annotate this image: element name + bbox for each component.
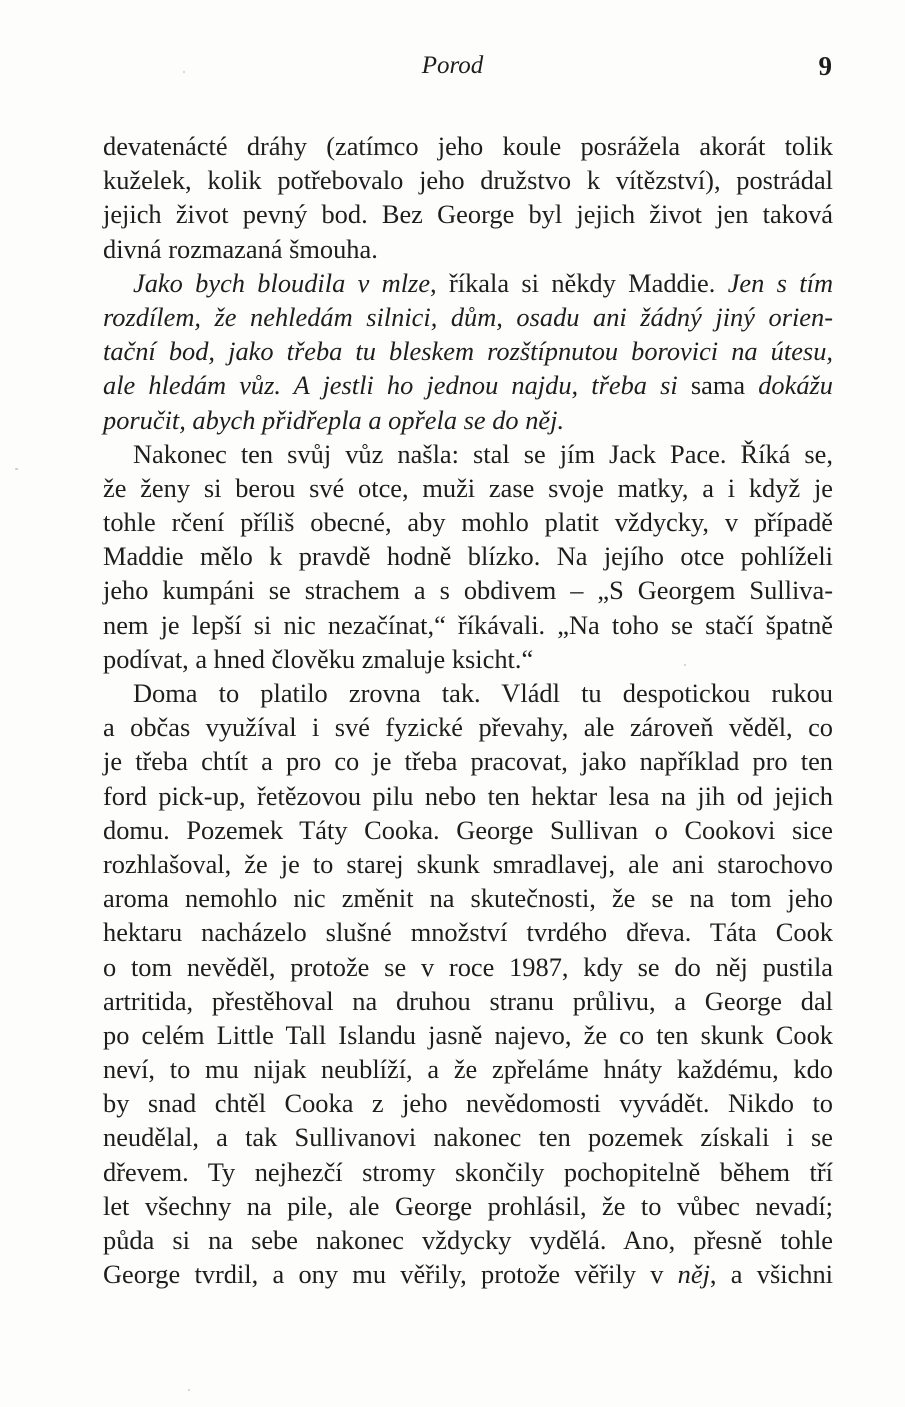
italic-text: tační bod, jako třeba tu bleskem rozštípnutou borovici na útesu,	[103, 336, 833, 367]
italic-text: Jen s tím	[727, 267, 834, 298]
italic-text: Jako bych bloudila v mlze,	[133, 267, 437, 298]
text-segment: a občas využíval i své fyzické převahy, ale zároveň věděl, co	[103, 712, 833, 743]
italic-text: rozdílem, že nehledám silnici, dům, osadu ani žádný jiný orien-	[103, 301, 833, 332]
text-segment: jejich život pevný bod. Bez George byl jejich život jen taková	[103, 199, 833, 230]
text-line	[103, 744, 833, 778]
text-segment: Maddie mělo k pravdě hodně blízko. Na jejího otce pohlíželi	[103, 541, 833, 572]
paragraph	[103, 129, 833, 266]
text-line	[103, 1223, 833, 1257]
text-segment: hektaru nacházelo slušné množství tvrdého dřeva. Táta Cook	[103, 917, 833, 948]
text-line	[103, 984, 833, 1018]
text-line	[103, 129, 833, 163]
text-segment: artritida, přestěhoval na druhou stranu průlivu, a George dal	[103, 985, 833, 1016]
text-line	[103, 232, 833, 266]
italic-text: poručit, abych přidřepla a opřela se do něj.	[103, 404, 565, 435]
text-segment: , a všichni	[709, 1259, 833, 1290]
text-segment: divná rozmazaná šmouha.	[103, 233, 378, 264]
paragraph	[103, 266, 833, 437]
text-segment: po celém Little Tall Islandu jasně najevo, že co ten skunk Cook	[103, 1019, 833, 1050]
text-segment: že ženy si berou své otce, muži zase svoje matky, a i když je	[103, 472, 833, 503]
text-line	[103, 505, 833, 539]
text-line	[103, 437, 833, 471]
text-line	[103, 573, 833, 607]
text-line	[103, 710, 833, 744]
text-line	[103, 813, 833, 847]
text-segment: dřevem. Ty nejhezčí stromy skončily pochopitelně během tří	[103, 1156, 833, 1187]
text-segment: je třeba chtít a pro co je třeba pracovat, jako například pro ten	[103, 746, 833, 777]
italic-text: dokážu	[758, 370, 833, 401]
text-line	[103, 1189, 833, 1223]
running-title: Porod	[421, 52, 484, 79]
text-line	[103, 471, 833, 505]
scan-speck	[188, 1389, 190, 1391]
text-line	[103, 676, 833, 710]
text-line	[103, 403, 833, 437]
text-line	[103, 608, 833, 642]
text-line	[103, 779, 833, 813]
text-line	[103, 539, 833, 573]
text-segment: Nakonec ten svůj vůz našla: stal se jím Jack Pace. Říká se,	[133, 438, 833, 469]
page-number: 9	[818, 51, 832, 81]
text-segment: tohle rčení příliš obecné, aby mohlo platit vždycky, v případě	[103, 507, 833, 538]
paragraph	[103, 437, 833, 676]
text-line	[103, 950, 833, 984]
text-line	[103, 1086, 833, 1120]
text-segment: sama	[677, 370, 759, 401]
text-segment: Doma to platilo zrovna tak. Vládl tu despotickou rukou	[133, 678, 833, 708]
text-segment: let všechny na pile, ale George prohlásil, že to vůbec nevadí;	[103, 1190, 833, 1221]
text-line	[103, 1257, 833, 1291]
text-line	[103, 881, 833, 915]
text-line	[103, 300, 833, 334]
text-line	[103, 1155, 833, 1189]
text-segment: aroma nemohlo nic změnit na skutečnosti, že se na tom jeho	[103, 883, 833, 914]
text-segment: devatenácté dráhy (zatímco jeho koule posrážela akorát tolik	[103, 131, 833, 161]
text-line	[103, 163, 833, 197]
text-segment: nem je lepší si nic nezačínat,“ říkávali. „Na toho se stačí špatně	[103, 609, 833, 640]
text-line	[103, 334, 833, 368]
text-segment: by snad chtěl Cooka z jeho nevědomosti vyvádět. Nikdo to	[103, 1088, 833, 1119]
paragraph	[103, 676, 833, 1291]
text-line	[103, 1052, 833, 1086]
text-segment: kuželek, kolik potřebovalo jeho družstvo k vítězství), postrádal	[103, 165, 833, 196]
text-line	[103, 1018, 833, 1052]
scan-speck	[15, 468, 18, 470]
text-line	[103, 1120, 833, 1154]
text-segment: o tom nevěděl, protože se v roce 1987, kdy se do něj pustila	[103, 951, 833, 982]
italic-text: něj	[677, 1259, 710, 1290]
text-line	[103, 197, 833, 231]
text-segment: rozhlašoval, že je to starej skunk smradlavej, ale ani starochovo	[103, 848, 833, 879]
text-segment: říkala si někdy Maddie.	[436, 267, 728, 298]
body-text	[103, 129, 833, 1291]
text-segment: George tvrdil, a ony mu věřily, protože věřily v	[103, 1259, 678, 1290]
text-line	[103, 266, 833, 300]
text-segment: podívat, a hned člověku zmaluje ksicht.“	[103, 643, 534, 674]
text-line	[103, 368, 833, 402]
text-segment: domu. Pozemek Táty Cooka. George Sullivan o Cookovi sice	[103, 814, 833, 845]
text-line	[103, 915, 833, 949]
text-segment: jeho kumpáni se strachem a s obdivem – „S Georgem Sulliva-	[103, 575, 833, 606]
text-segment: neví, to mu nijak neublíží, a že zpřeláme hnáty každému, kdo	[103, 1054, 833, 1085]
text-line	[103, 847, 833, 881]
text-segment: ford pick-up, řetězovou pilu nebo ten hektar lesa na jih od jejich	[103, 780, 833, 811]
italic-text: ale hledám vůz. A jestli ho jednou najdu, třeba si	[103, 370, 678, 401]
text-line	[103, 642, 833, 676]
text-segment: půda si na sebe nakonec vždycky vydělá. Ano, přesně tohle	[103, 1225, 833, 1255]
text-segment: neudělal, a tak Sullivanovi nakonec ten pozemek získali i se	[103, 1122, 833, 1153]
